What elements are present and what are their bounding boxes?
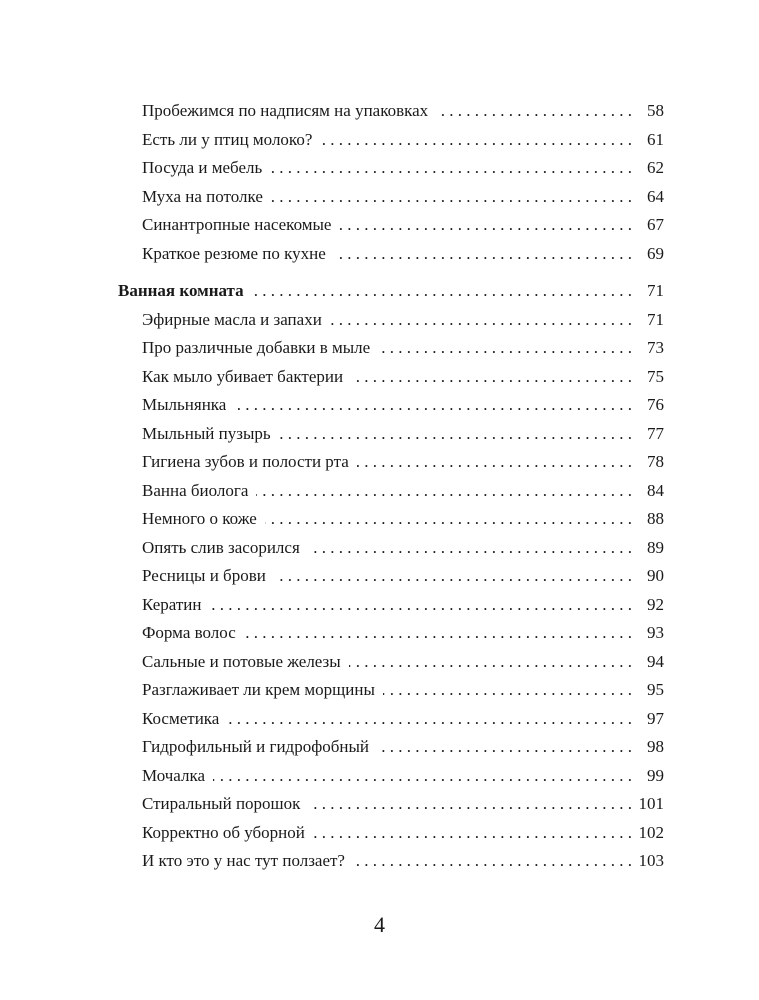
toc-entry[interactable] <box>118 819 664 848</box>
toc-entry-title: Гидрофильный и гидрофобный <box>142 737 369 756</box>
toc-entry-title: Стиральный порошок <box>142 794 301 813</box>
toc-entry-title: Как мыло убивает бактерии <box>142 366 344 386</box>
toc-entry-page: 64 <box>647 186 664 206</box>
dot-leader <box>265 505 632 534</box>
dot-leader <box>274 562 632 591</box>
toc-entry-title: Ванная комната <box>118 281 244 300</box>
toc-entry-title: Мыльный пузырь <box>142 423 271 443</box>
toc-entry-page: 71 <box>647 281 664 300</box>
toc-entry[interactable] <box>118 534 664 563</box>
toc-entry-title: Сальные и потовые железы <box>142 651 341 671</box>
toc-entry-page: 69 <box>647 243 664 263</box>
toc-chapter-entry[interactable] <box>118 277 664 306</box>
toc-entry-title: Гигиена зубов и полости рта <box>142 452 349 471</box>
toc-entry-title: Краткое резюме по кухне <box>142 243 326 263</box>
toc-entry[interactable] <box>118 477 664 506</box>
toc-entry[interactable] <box>118 97 664 126</box>
dot-leader <box>209 591 632 620</box>
toc-entry-page: 84 <box>647 480 664 500</box>
toc-entry[interactable] <box>118 733 664 762</box>
dot-leader <box>330 306 632 335</box>
toc-entry-page: 103 <box>638 851 664 870</box>
toc-entry[interactable] <box>118 562 664 591</box>
toc-entry[interactable] <box>118 505 664 534</box>
toc-entry[interactable] <box>118 448 664 477</box>
toc-entry-page: 88 <box>647 509 664 528</box>
toc-entry[interactable] <box>118 306 664 335</box>
toc-entry-page: 71 <box>647 309 664 329</box>
toc-entry-title: Опять слив засорился <box>142 537 300 557</box>
toc-entry-page: 97 <box>647 708 664 728</box>
toc-entry[interactable] <box>118 676 664 705</box>
dot-leader <box>270 154 632 183</box>
dot-leader <box>308 790 632 819</box>
dot-leader <box>320 126 632 155</box>
toc-entry-title: Про различные добавки в мыле <box>142 338 371 357</box>
toc-entry-page: 67 <box>647 215 664 234</box>
dot-leader <box>339 211 632 240</box>
toc-entry-title: Разглаживает ли крем морщины <box>142 680 375 699</box>
dot-leader <box>234 391 632 420</box>
toc-entry-page: 92 <box>647 594 664 614</box>
toc-entry[interactable] <box>118 420 664 449</box>
toc-entry-title: Эфирные масла и запахи <box>142 309 322 329</box>
toc-entry[interactable] <box>118 126 664 155</box>
toc-entry-title: Немного о коже <box>142 509 257 528</box>
toc-entry-page: 93 <box>647 623 664 642</box>
dot-leader <box>271 183 632 212</box>
toc-entry[interactable] <box>118 619 664 648</box>
toc-entry[interactable] <box>118 183 664 212</box>
dot-leader <box>213 762 632 791</box>
toc-entry-page: 98 <box>647 737 664 756</box>
table-of-contents <box>118 97 664 876</box>
toc-entry-page: 75 <box>647 366 664 386</box>
toc-entry-page: 58 <box>647 101 664 120</box>
dot-leader <box>349 648 632 677</box>
toc-entry-title: Есть ли у птиц молоко? <box>142 129 313 149</box>
toc-entry-title: Кератин <box>142 594 202 614</box>
toc-entry-page: 99 <box>647 765 664 785</box>
toc-entry[interactable] <box>118 648 664 677</box>
toc-entry-title: Мочалка <box>142 765 206 785</box>
dot-leader <box>227 705 632 734</box>
dot-leader <box>377 733 632 762</box>
dot-leader <box>252 277 632 306</box>
dot-leader <box>353 847 632 876</box>
toc-entry[interactable] <box>118 847 664 876</box>
toc-entry-title: И кто это у нас тут ползает? <box>142 851 345 870</box>
dot-leader <box>279 420 632 449</box>
toc-entry-page: 94 <box>647 651 664 671</box>
toc-entry[interactable] <box>118 211 664 240</box>
toc-entry-title: Форма волос <box>142 623 236 642</box>
dot-leader <box>378 334 632 363</box>
toc-entry-title: Посуда и мебель <box>142 158 263 177</box>
toc-entry-page: 89 <box>647 537 664 557</box>
toc-entry-title: Косметика <box>142 708 220 728</box>
dot-leader <box>436 97 632 126</box>
toc-entry-title: Ванна биолога <box>142 480 249 500</box>
toc-entry-title: Ресницы и брови <box>142 566 266 585</box>
toc-entry[interactable] <box>118 154 664 183</box>
dot-leader <box>334 240 632 269</box>
toc-entry-page: 62 <box>647 158 664 177</box>
dot-leader <box>357 448 632 477</box>
toc-entry[interactable] <box>118 391 664 420</box>
toc-entry-page: 76 <box>647 395 664 414</box>
toc-entry-title: Мыльнянка <box>142 395 227 414</box>
dot-leader <box>313 819 632 848</box>
toc-entry-page: 101 <box>638 794 664 813</box>
toc-entry-page: 77 <box>647 423 664 443</box>
toc-entry[interactable] <box>118 334 664 363</box>
dot-leader <box>308 534 632 563</box>
toc-entry[interactable] <box>118 762 664 791</box>
toc-entry-title: Корректно об уборной <box>142 822 305 842</box>
dot-leader <box>351 363 632 392</box>
toc-entry[interactable] <box>118 363 664 392</box>
toc-entry-page: 61 <box>647 129 664 149</box>
toc-entry-page: 102 <box>638 822 664 842</box>
toc-entry-title: Синантропные насекомые <box>142 215 332 234</box>
dot-leader <box>244 619 632 648</box>
dot-leader <box>383 676 632 705</box>
toc-entry[interactable] <box>118 705 664 734</box>
page-number: 4 <box>374 912 385 937</box>
toc-entry-title: Пробежимся по надписям на упаковках <box>142 101 429 120</box>
toc-entry-title: Муха на потолке <box>142 186 263 206</box>
toc-entry[interactable] <box>118 591 664 620</box>
toc-entry[interactable] <box>118 790 664 819</box>
toc-entry-page: 73 <box>647 338 664 357</box>
dot-leader <box>256 477 632 506</box>
toc-entry[interactable] <box>118 240 664 269</box>
toc-entry-page: 95 <box>647 680 664 699</box>
toc-entry-page: 78 <box>647 452 664 471</box>
toc-entry-page: 90 <box>647 566 664 585</box>
